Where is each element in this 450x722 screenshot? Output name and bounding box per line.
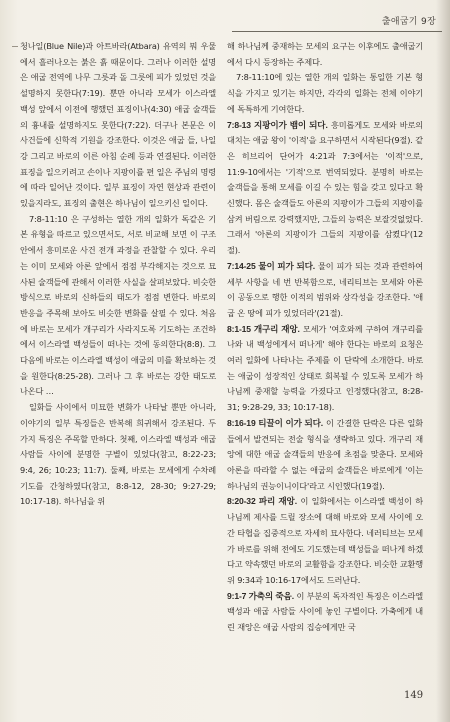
section-paragraph bbox=[227, 589, 423, 636]
section-body: 이 간결한 단락은 다른 일화들에서 발견되는 전술 형식을 생략하고 있다. 개구리 재앙에 대한 애굽 술객들의 반응에 초점을 맞춘다. 모세와 아론을 따라할 수 없는 애굽의 술객들은 바로에게 '이는 하나님의 권능이니이다'라고 시인했다(19절). bbox=[227, 417, 423, 491]
paragraph: 7:8-11:10 은 구성하는 열한 개의 일화가 독같은 기본 유형을 따르고 있으면서도, 서로 비교해 보면 이 구조 안에서 흥미로운 사건 전개 과정을 관찰할 수 있다. 우리는 이미 모세와 아론 앞에서 점점 부각해지는 것으로 묘사된 술객들에 관해서 이러한 사실을 살펴보았다. 비슷한 방식으로 바로의 신하들의 태도가 점점 변한다. 바로의 반응을 주목해 보아도 비슷한 변화를 살필 수 있다. 처음에 바로는 모세가 개구리가 사라지도록 기도하는 조건하에서 이스라엘 백성들이 떠나는 것에 동의한다(8:8). 그 다음에 바로는 이스라엘 백성이 애굽의 미를 확보하는 것을 원한다(8:25-28). 그러나 그 후 바로는 강한 태도로 나온다 … bbox=[20, 213, 216, 397]
running-header bbox=[232, 4, 442, 32]
paragraph: 일화들 사이에서 미묘한 변화가 나타날 뿐만 아니라, 이야기의 일부 특징들은 반복해 희귀해서 강조된다. 두 가지 특징은 주목할 만하다. 첫째, 이스라엘 백성과 애굽 사람들 사이에 분명한 구별이 있었다(참고, 8:22-23; 9:4, 26; 10:23; 11:7). 둘째, 바로는 모세에게 수차례 기도를 간청하였다(참고, 8:8-12, 28-30; 9:27-29; 10:17-18). 하나님을 위 bbox=[20, 402, 216, 507]
paragraph: 해 하나님께 중재하는 모세의 요구는 이후에도 출애굽기에서 다시 등장하는 주제다. bbox=[227, 41, 423, 67]
section-paragraph bbox=[227, 118, 423, 259]
section-body: 이 일화에서는 이스라엘 백성이 하나님께 제사를 드릴 장소에 대해 바로와 모세 사이에 오간 타협을 집중적으로 자세히 묘사한다. 네러티브는 모세가 바로를 위해 전에도 기도했는데 백성들을 떠나게 하겠다고 약속했던 바로의 교활함을 강조한다. 비슷한 교환행위 9:34과 10:16-17에서도 드러난다. bbox=[227, 496, 423, 585]
section-body: 모세가 '여호와께 구하여 개구리를 나와 내 백성에게서 떠나게' 해야 한다는 바로의 요청은 여러 일화에 나타나는 주제를 이 단락에 소개한다. 바로는 애굽이 성장적인 상태로 회복될 수 있도록 모세가 하나님께 중재할 능력을 가졌다고 인정했다(참고, 8:28-31; 9:28-29, 33; 10:17-18). bbox=[227, 323, 423, 413]
left-column bbox=[20, 39, 216, 699]
paragraph: 청나일(Blue Nile)과 아트바라(Atbara) 유역의 뭐 우물에서 흘러나오는 붉은 흙 때문이다. 그러나 이러한 설명은 애굽 전역에 나무 그릇과 돌 그릇에 피가 있었던 것을 설명하지 못한다(7:19). 뿐만 아니라 모세가 이스라엘 백성 앞에서 이전에 행했던 표징이나(4:30) 애굽 술객들의 흉내를 설명하지도 못한다(7:22). 더구나 본문은 이 사건들에 신학적 기원을 강조한다. 이것은 애굽 들, 나일강 그리고 바로의 이른 아침 순례 등과 연결된다. 이러한 표징을 일으키려고 손이나 지팡이를 편 일은 주님의 명령에 따라 일어난 것이다. 일부 표징이 자연 현상과 관련이 있을지라도, 표징의 출현은 하나님이 일으키신 일이다. bbox=[20, 41, 216, 209]
section-heading: 7:8-13 지팡이가 뱀이 되다. bbox=[227, 119, 328, 130]
section-heading: 8:20-32 파리 재앙. bbox=[227, 496, 297, 507]
section-heading: 8:16-19 티끌이 이가 되다. bbox=[227, 417, 324, 428]
right-column bbox=[227, 39, 423, 659]
section-heading: 7:14-25 물이 피가 되다. bbox=[227, 260, 316, 271]
running-header-label: 출애굽기 9장 bbox=[381, 17, 436, 27]
section-body: 흥미롭게도 모세와 바로의 대치는 애굽 왕이 '이적'을 요구하면서 시작된다(9절). 같은 히브리어 단어가 4:21과 7:3에서는 '이적'으로, 11:9-10에서는 '기적'으로 번역되었다. 분명히 바로는 술객들을 통해 모세를 이길 수 있는 힘을 갖고 있다고 확신했다. 몸은 술객들도 아론의 지팡이가 그들의 지팡이를 삼켜 버림으로 강력했지만, 그들의 능력은 보잘것없었다. 그래서 '아론의 지팡이가 그들의 지팡이를 삼켰다'(12절). bbox=[227, 119, 423, 256]
section-paragraph bbox=[227, 416, 423, 495]
section-body: 이 부분의 독자적인 특징은 이스라엘 백성과 애굽 사람들 사이에 놓인 구별이다. 가축에게 내린 재앙은 애굽 사람의 집승에게만 국 bbox=[227, 590, 423, 633]
page-number: 149 bbox=[404, 690, 424, 701]
paragraph: 7:8-11:10에 있는 열한 개의 일화는 통일한 기본 형식을 가지고 있기는 하지만, 각각의 일화는 전체 이야기에 독특하게 기여한다. bbox=[227, 72, 423, 114]
section-paragraph bbox=[227, 259, 423, 322]
section-paragraph bbox=[227, 494, 423, 588]
page-gutter-shadow bbox=[436, 0, 450, 722]
section-heading: 8:1-15 개구리 재앙. bbox=[227, 323, 300, 334]
section-body: 물이 피가 되는 것과 관련하여 세부 사항을 네 번 반복함으로, 네리티브는 모세와 아론이 공동으로 행한 이적의 범위와 상각성을 강조한다. '애굽 온 땅에 피가 있었더라'(21절). bbox=[227, 260, 423, 318]
section-heading: 9:1-7 가축의 죽음. bbox=[227, 590, 294, 601]
section-paragraph bbox=[227, 322, 423, 416]
margin-mark bbox=[12, 46, 18, 47]
